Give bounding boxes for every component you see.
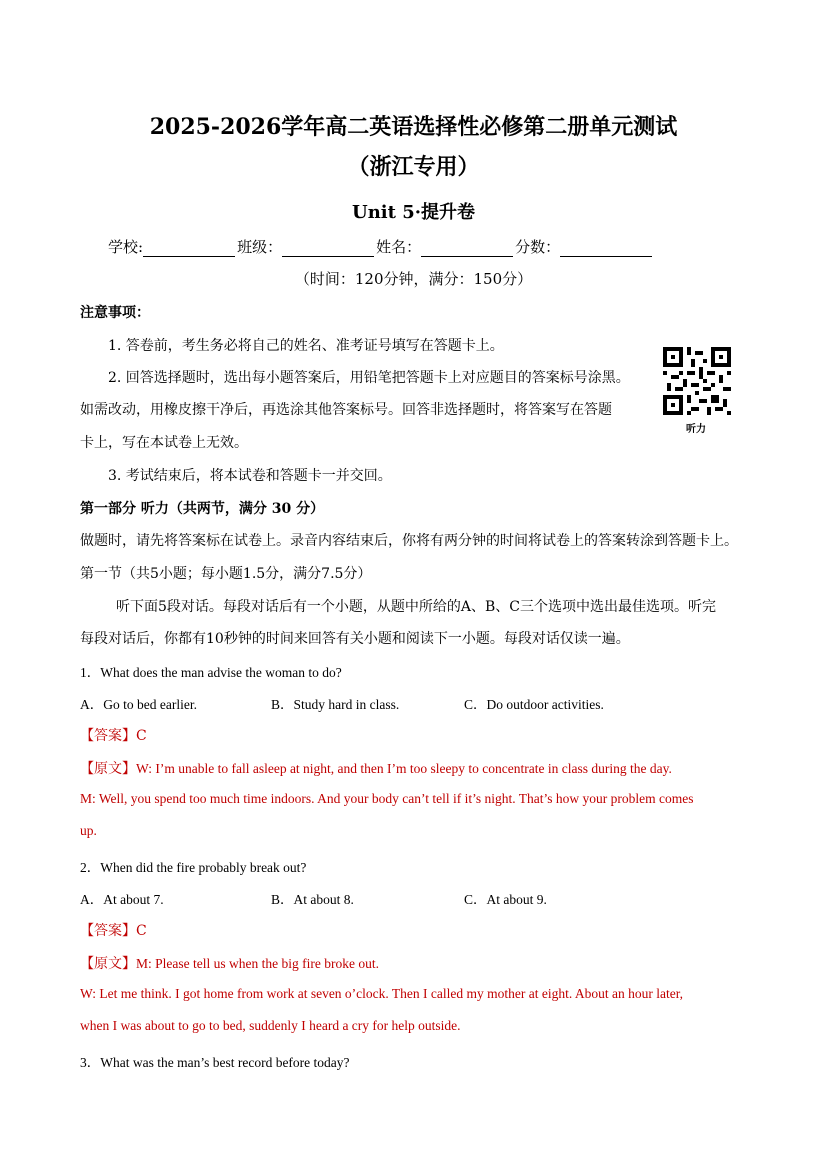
question-1-answer xyxy=(80,725,147,745)
note-item-1: 1. 答卷前，考生务必将自己的姓名、准考证号填写在答题卡上。 xyxy=(108,338,504,354)
answer-label: 【答案】 xyxy=(80,728,136,744)
question-2-option-a: A．At about 7. xyxy=(80,892,164,907)
page-subtitle: （浙江专用） xyxy=(347,154,480,180)
unit-title: Unit 5·提升卷 xyxy=(352,202,475,223)
answer-value: C xyxy=(136,923,147,939)
note-item-2-line-2: 如需改动，用橡皮擦干净后，再选涂其他答案标号。回答非选择题时，将答案写在答题 xyxy=(80,402,612,418)
question-1-stem: 1．What does the man advise the woman to do? xyxy=(80,665,342,680)
notes-heading: 注意事项： xyxy=(80,305,150,321)
answer-label: 【答案】 xyxy=(80,923,136,939)
question-2-option-c: C．At about 9. xyxy=(464,892,547,907)
question-1-option-b: B．Study hard in class. xyxy=(271,697,400,712)
name-blank[interactable] xyxy=(421,241,513,257)
page-title: 2025-2026学年高二英语选择性必修第二册单元测试 xyxy=(149,114,678,140)
qr-code-icon[interactable] xyxy=(663,347,731,415)
question-2-script-line-2: W: Let me think. I got home from work at seven o’clock. Then I called my mother at eight. About an hour later, xyxy=(80,986,684,1001)
question-2-stem: 2．When did the fire probably break out? xyxy=(80,860,307,875)
name-label: 姓名： xyxy=(376,238,422,256)
qr-label: 听力 xyxy=(686,424,706,435)
question-2-answer xyxy=(80,920,147,940)
question-3-stem: 3．What was the man’s best record before today? xyxy=(80,1055,350,1070)
question-1-option-a: A．Go to bed earlier. xyxy=(80,697,197,712)
student-info-row xyxy=(108,236,654,257)
score-blank[interactable] xyxy=(560,241,652,257)
note-item-2-line-1: 2. 回答选择题时，选出每小题答案后，用铅笔把答题卡上对应题目的答案标号涂黑。 xyxy=(108,370,630,386)
question-2-script-line-1 xyxy=(80,953,379,973)
note-item-3: 3. 考试结束后，将本试卷和答题卡一并交回。 xyxy=(108,468,392,484)
section1-heading: 第一部分 听力（共两节，满分 30 分） xyxy=(80,501,325,517)
time-line: （时间：120分钟，满分：150分） xyxy=(294,270,533,288)
question-1-script-line-1 xyxy=(80,758,672,778)
section1-instruction: 做题时，请先将答案标在试卷上。录音内容结束后，你将有两分钟的时间将试卷上的答案转涂到答题卡上。 xyxy=(80,533,738,549)
school-blank[interactable] xyxy=(143,241,235,257)
question-1-script-line-2: M: Well, you spend too much time indoors. And your body can’t tell if it’s night. That’s how your problem comes xyxy=(80,791,694,806)
question-2-script-line-3: when I was about to go to bed, suddenly I heard a cry for help outside. xyxy=(80,1018,461,1033)
part1-line-1: 听下面5段对话。每段对话后有一个小题，从题中所给的A、B、C三个选项中选出最佳选项。听完 xyxy=(116,599,717,615)
answer-value: C xyxy=(136,728,147,744)
note-item-2-line-3: 卡上，写在本试卷上无效。 xyxy=(80,435,248,451)
question-2-option-b: B．At about 8. xyxy=(271,892,354,907)
class-label: 班级： xyxy=(237,238,283,256)
source-label: 【原文】 xyxy=(80,956,136,972)
school-label: 学校: xyxy=(108,238,144,256)
script-text: W: I’m unable to fall asleep at night, and then I’m too sleepy to concentrate in class during the day. xyxy=(136,761,672,776)
class-blank[interactable] xyxy=(282,241,374,257)
score-label: 分数： xyxy=(515,238,561,256)
question-1-option-c: C．Do outdoor activities. xyxy=(464,697,604,712)
part1-line-2: 每段对话后，你都有10秒钟的时间来回答有关小题和阅读下一小题。每段对话仅读一遍。 xyxy=(80,631,630,647)
script-text: M: Please tell us when the big fire broke out. xyxy=(136,956,379,971)
part1-heading: 第一节（共5小题；每小题1.5分，满分7.5分） xyxy=(80,566,372,582)
question-1-script-line-3: up. xyxy=(80,823,97,838)
source-label: 【原文】 xyxy=(80,761,136,777)
